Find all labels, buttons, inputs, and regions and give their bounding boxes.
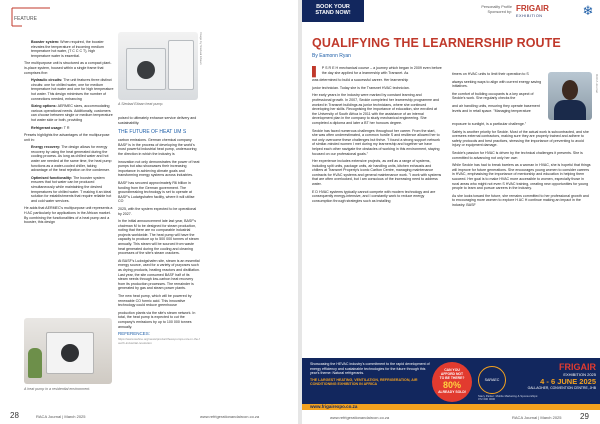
body-text: While Seokie has had to break barriers as a woman in HVAC, she is hopeful that things will improve for future generations. She encourages young women to consider careers in HVAC, emphasising the importance of mentorship and education in helping them succeed. Her goal is to make HVAC more accessible to women, especially those in rural areas who might not even S HVAC training, creating new opportunities for young people to learn and pursue careers in the industry. [452, 163, 591, 191]
page-number: 28 [10, 411, 19, 420]
ad-highlight: THE LARGEST HEATING, VENTILATION, REFRIGERATION, AIR CONDITIONING EXHIBITION IN AFRICA [310, 377, 418, 387]
ad-contact: Stacy Parker: Mobile Marketing & Sponsorships: 072 000 0000 [478, 394, 539, 402]
body-text: timers on HVAC units to limit their operation to S [452, 72, 529, 76]
footer-url[interactable]: www.refrigerationandaircon.co.za [330, 415, 390, 420]
body-text: always seeking ways to align with current energy saving initiatives. [452, 79, 542, 89]
bullet-item: • Sizing options: AERMEC sizes, accommodating various operational needs. Additionally, customers can choose between single or medium temperature hot water side or both, providing [31, 104, 114, 122]
body-text: He adds that AERMEC's multipurpose unit represents a H AC particularly for applications in the African market. By combining the functionalities of a heat pump and a booster, this design [24, 206, 113, 225]
left-page [0, 0, 298, 424]
right-footer [302, 412, 600, 424]
plant-decoration [28, 348, 42, 378]
profile-sponsor-label [462, 5, 512, 15]
right-column-2b [452, 122, 592, 356]
profile-line-2: Sponsored by: [487, 10, 512, 14]
banner-line-1: BOOK YOUR [316, 4, 350, 10]
snowflake-icon: ❄ [582, 3, 594, 18]
ad-venue: GALLAGHER, CONVENTION CENTRE, JHB [527, 386, 596, 390]
body-text: was determined to build a successful career. Her learnership [312, 78, 409, 83]
banner-line-2: STAND NOW! [315, 10, 351, 16]
footer-url[interactable]: www.refrigerationandaircon.co.za [200, 414, 260, 419]
section-label: FEATURE [14, 16, 37, 22]
ad-dates: 4 - 6 JUNE 2025 [540, 377, 596, 386]
body-text: Presets highlights the advantages of the multipurpose unit in: [24, 133, 110, 142]
body-text: production plants via the site's steam network. In total, the heat pump is expected to cut the company's emissions by up to 100 000 tonnes annually. [118, 310, 196, 329]
badge-line: ALREADY SOLD! [438, 390, 466, 394]
saraec-text: SARAEC [484, 378, 500, 382]
left-footer [0, 408, 298, 424]
right-column-1 [312, 66, 442, 356]
book-stand-banner[interactable] [302, 0, 364, 22]
bullet-item: • Optimised functionality: The booster system ensures that hot water can be produced simultaneously while maintaining the desired temperatures for chilled water. T making it an ideal solution for establishments that require reliable hot and cold water services. [31, 176, 114, 204]
body-text: E D HVAC systems typically cannot compete with modern technology and are consequently energy-intensive, and I constantly work to reduce energy consumption through strategies such as installing [312, 189, 436, 203]
photo-credit: RACA Journal [595, 74, 599, 93]
ad-text: Showcasing the HEVAC industry's commitment to the rapid development of energy efficiency and sustainable technologies for the future through this year's theme: Natural refrigerants. [310, 362, 430, 376]
profile-line-1: Personality Profile [481, 5, 512, 9]
fan-grille-icon [137, 61, 155, 79]
photo-caption-top: A Siedaal Eitaan heat pump. [118, 102, 164, 106]
body-text: Safety is another priority for Seokie. Most of the actual work is subcontracted, and she oversees external contractors, making sure they are properly trained and adhere to safety protocols and best practices, stressing the importance of preventing to avoid injury or equipment damage. [452, 129, 589, 148]
ad-frigair: FRIGAIR [559, 362, 596, 372]
body-text: Her experience includes extensive projects, as well as a range of systems, including split units, package units, air handling units, kitchen exhausts and chillers at Transnet Property's iconic Carlton Centre, managing maintenance contracts for HVAC systems and general maintenance work. "I work with systems that are often overlooked, but I am conscious of the increasing need to address water. [312, 159, 442, 187]
residential-heat-pump-photo [24, 318, 112, 384]
bullet-item: • Refrigerant usage: T R [31, 126, 114, 131]
body-text: innovation not only demonstrates the power of heat pumps but also showcases their increasing importance in achieving climate goals and transforming energy systems across industries. [118, 159, 200, 178]
frigair-sub: EXHIBITION [516, 14, 543, 18]
article-title: QUALIFYING THE LEARNERSHIP ROUTE [312, 36, 561, 50]
fan-grille-icon [61, 344, 79, 362]
ad-event [510, 362, 596, 390]
frigair-brand: FRIGAIR [516, 4, 549, 13]
bullet-item: • Energy recovery: The design allows for energy recovery by using the heat generated during the cooling process. As long as chilled water and hot water are needed at the same time, the heat pump functions as a water-cooled chiller, taking advantage of the heat rejection on the condenser. [31, 145, 114, 173]
body-text: As she looks toward the future, she remains committed to her professional growth and to encouraging more women to explore H AC H continue making an impact in the industry. BASF [452, 193, 589, 207]
left-column-2 [118, 116, 200, 401]
body-text: ▌ P S R E H mechanical course – a journey which began in 2009 even before the day she applied for a learnership with Transnet. As [312, 66, 442, 77]
body-text: and air handling units, ensuring they operate basement levels and in retail space. "Managing temperature [452, 103, 540, 113]
byline: By Eamonn Ryan [312, 53, 351, 59]
badge-line: CAN YOU [444, 368, 460, 372]
body-text: the comfort of building occupants is a key aspect of Seokie's work. She regularly checks the [452, 91, 534, 101]
frigair-logo [516, 4, 576, 24]
heat-pump-unit-2 [168, 40, 194, 90]
photo-caption-bottom: A heat pump in a residential environment. [24, 387, 91, 391]
section-heading: THE FUTURE OF HEAT UM S [118, 129, 187, 136]
journal-issue: RACA Journal | March 2025 [512, 415, 562, 420]
body-text: Her early years in the industry were marked by constant learning and professional growth. In 2007, Seokie completed her learnership programme and worked in Transnet buildings as junior technicians, where she continued developing her skills. Recognising the importance of education, she enrolled at the University of South Africa in 2011 with the assistance of an internal development plan in the company to study mechanical engineering. She completed a diploma and later a BT her honours degree. [312, 93, 440, 125]
reference-link[interactable]: https://www.siehne.org/news/product/heat-pumps-role-in-the-fourth-industrial-revolution [118, 336, 200, 346]
body-text: The multipurpose unit is structured as a compact plant-in-place system, housed within a single frame that comprises five: [24, 61, 112, 75]
body-text: exposure to sunlight, is a particular challenge." [452, 122, 527, 126]
heat-pump-photo [118, 32, 198, 100]
bullet-item: • Booster system: When required, the booster elevates the temperature of incoming medium temperature hot water, (T C C C T), high temperature water is essential. [31, 40, 114, 58]
body-text: Seokie's passion for HVAC is driven by the technical challenges it presents. She is committed to advancing not only her own [452, 150, 583, 160]
frigair-advert[interactable] [302, 358, 600, 408]
drop-cap: ▌ [312, 66, 320, 77]
person-head [562, 80, 578, 100]
saraec-logo [478, 366, 506, 394]
body-text: poised to ultimately enhance service delivery and sustainability. [118, 116, 197, 125]
right-page [302, 0, 600, 424]
heat-pump-unit-1 [126, 48, 166, 90]
outdoor-unit [46, 332, 94, 374]
ad-exhibition: EXHIBITION 2025 [563, 372, 596, 377]
badge-percent: 80% [442, 380, 461, 390]
badge-line: AFFORD NOT [440, 372, 464, 376]
body-text: In the initial announcement late last year, BASF's chairman M to be designed for steam production, noting that there are no comparable industrial projects worldwide. The heat pump will have the capacity to produce up to 500 000 tonnes of steam annually. This steam will be sourced from waste heat generated during the cooling and cleaning processes of the site's steam crackers. [118, 219, 199, 256]
body-text: BASF has secured approximately R6 billion in funding from the German government. The groundbreaking technology is set to operate at BASF's Ludwigshafen facility, where it will utilise CO [118, 180, 195, 204]
badge-line: TO BE THERE? [439, 376, 465, 380]
profile-photo [548, 72, 592, 120]
person-body [554, 100, 586, 120]
references-heading: REFERENCES: [118, 331, 151, 337]
body-text: carbon emissions. German chemical company BASF is in the process of developing the world's most powerful industrial heat pump, underscoring the direction in which the industry is [118, 138, 197, 156]
body-text: junior technician. Today she is the Transnet HVAC technician. [312, 85, 410, 90]
journal-issue: RACA Journal | March 2025 [36, 414, 86, 419]
sidebar-credit: Image by Siedaal Eltaan [199, 32, 203, 65]
bullet-item: • Hydraulic circuits: The unit features three distinct circuits: one for chilled water, one for medium temperature hot water and one for high temperature hot water. This design minimises the number of connections needed, enhancing [31, 78, 114, 101]
ad-website-bar[interactable] [302, 404, 600, 410]
section-tab [10, 6, 70, 28]
page-number: 29 [580, 412, 589, 421]
ad-description [310, 362, 430, 387]
body-text: Seokie has faced numerous challenges throughout her career. From the start, she was often underestimated, a common hurdle S and resilience allowed her to not only overcome these challenges but thrive. "I found a strong support network of similar-minded women I met during my learnership and together we have helped each other navigate the obstacles of working in this environment, staying focused on our professional goals." [312, 128, 440, 156]
sold-badge [432, 362, 472, 402]
body-text: 2025, with the system expected to be operational by 2027. [118, 206, 197, 216]
body-text: At BASF's Ludwigshafen site, steam is an essential energy source, used for a variety of purposes such as drying products, heating reactors and distillation. Last year, the site consumed BASF half of its steam needs through low-carbon heat recovery from its production processes. The remainder is generated by gas and steam power plants. [118, 258, 200, 291]
body-text: The new heat pump, which will be powered by renewable CO formic acid. This innovative technology could reduce greenhouse [118, 294, 192, 308]
ad-website: www.frigairexpo.co.za [310, 404, 358, 409]
